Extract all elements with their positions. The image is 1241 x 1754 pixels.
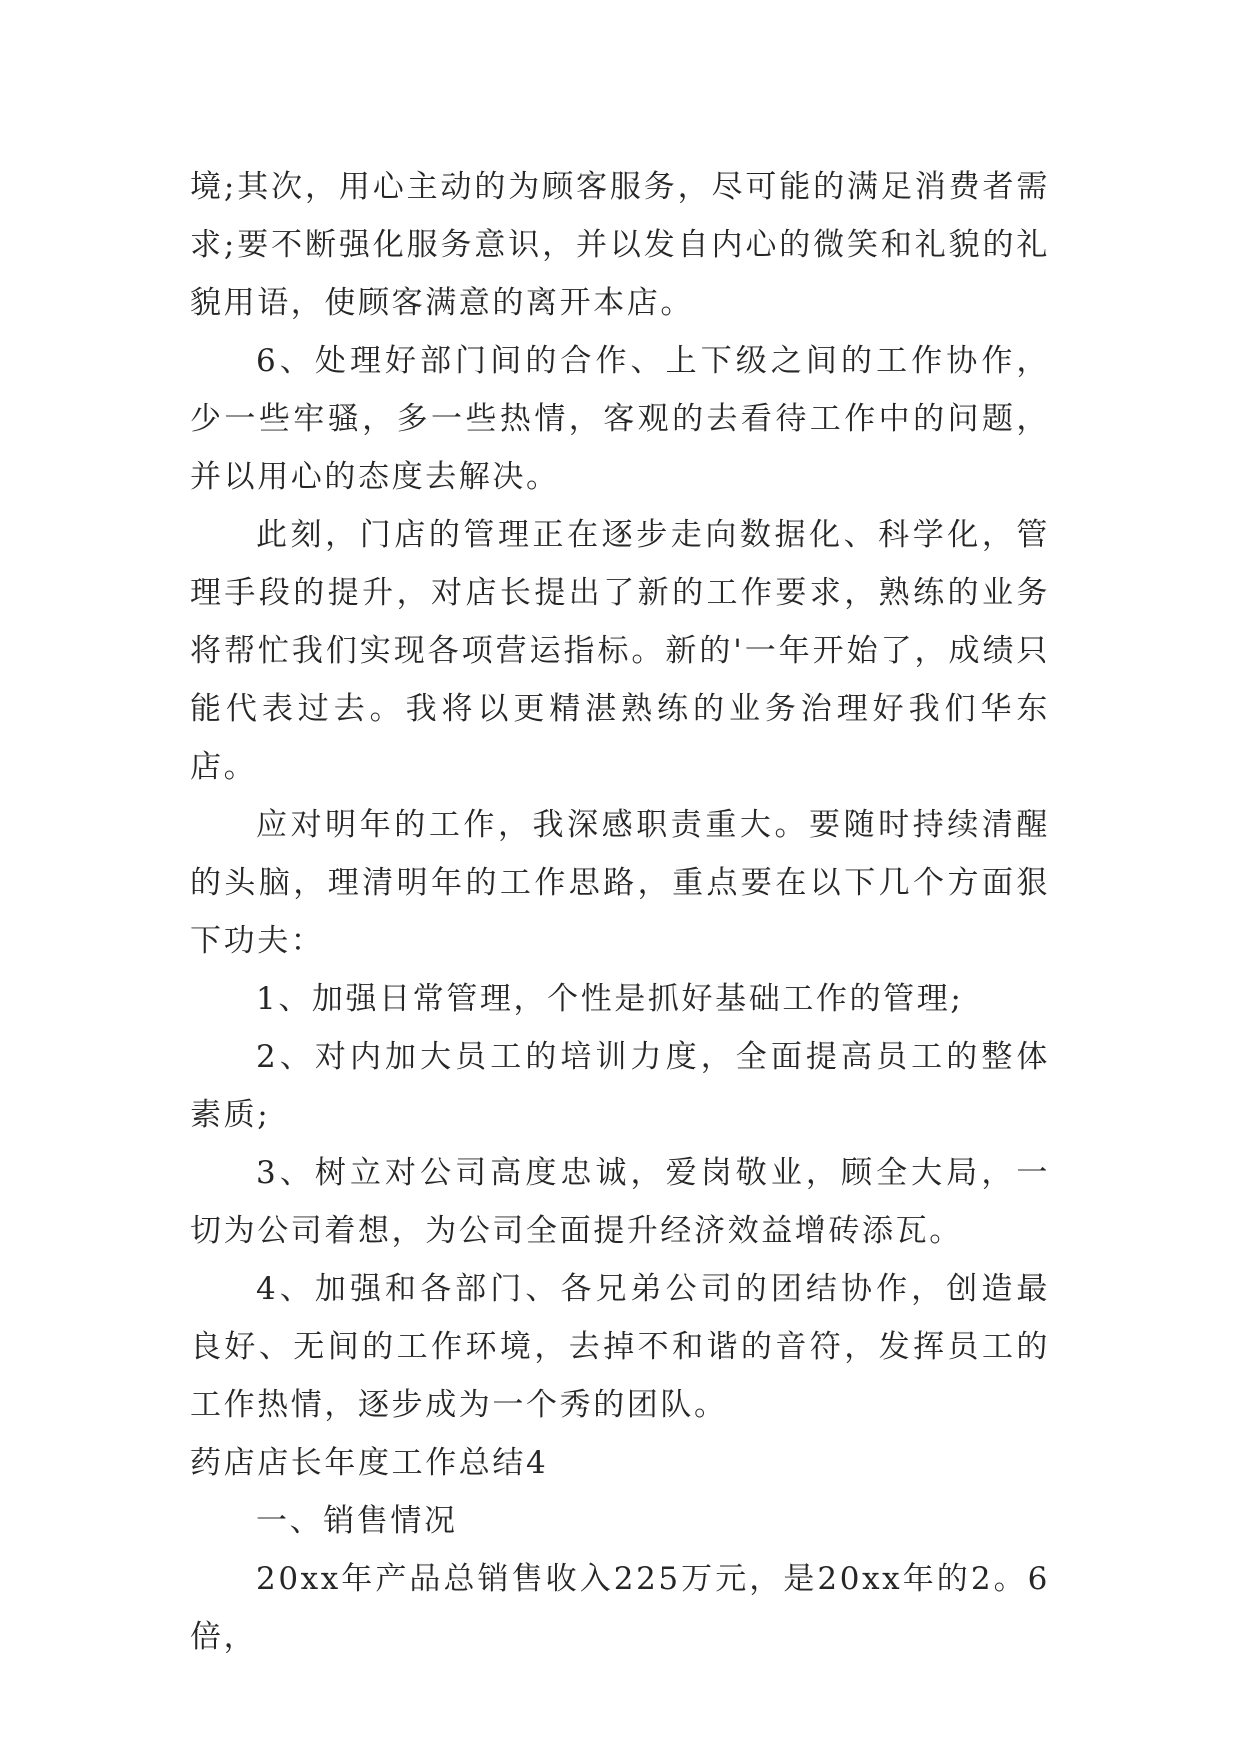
paragraph-customer-service: 境;其次，用心主动的为顾客服务，尽可能的满足消费者需求;要不断强化服务意识，并以发自内心的微笑和礼貌的礼貌用语，使顾客满意的离开本店。	[190, 169, 1050, 321]
paragraph-sales: 20xx年产品总销售收入225万元，是20xx年的2。6倍，	[190, 1561, 1050, 1655]
document-body	[190, 158, 1050, 1666]
paragraph-item-2: 2、对内加大员工的培训力度，全面提高员工的整体素质;	[190, 1039, 1050, 1133]
paragraph-item-3: 3、树立对公司高度忠诚，爱岗敬业，顾全大局，一切为公司着想，为公司全面提升经济效益增砖添瓦。	[190, 1155, 1050, 1249]
paragraph-next-year-work: 应对明年的工作，我深感职责重大。要随时持续清醒的头脑，理清明年的工作思路，重点要在以下几个方面狠下功夫：	[190, 807, 1050, 959]
paragraph-item-4: 4、加强和各部门、各兄弟公司的团结协作，创造最良好、无间的工作环境，去掉不和谐的音符，发挥员工的工作热情，逐步成为一个秀的团队。	[190, 1271, 1050, 1423]
section-subheading: 一、销售情况	[256, 1503, 458, 1539]
paragraph-store-management: 此刻，门店的管理正在逐步走向数据化、科学化，管理手段的提升，对店长提出了新的工作要求，熟练的业务将帮忙我们实现各项营运指标。新的'一年开始了，成绩只能代表过去。我将以更精湛熟练的业务治理好我们华东店。	[190, 517, 1050, 785]
paragraph-item-6: 6、处理好部门间的合作、上下级之间的工作协作，少一些牢骚，多一些热情，客观的去看待工作中的问题，并以用心的态度去解决。	[190, 343, 1050, 495]
paragraph-item-1: 1、加强日常管理，个性是抓好基础工作的管理;	[256, 981, 964, 1017]
section-title: 药店店长年度工作总结4	[190, 1445, 549, 1481]
